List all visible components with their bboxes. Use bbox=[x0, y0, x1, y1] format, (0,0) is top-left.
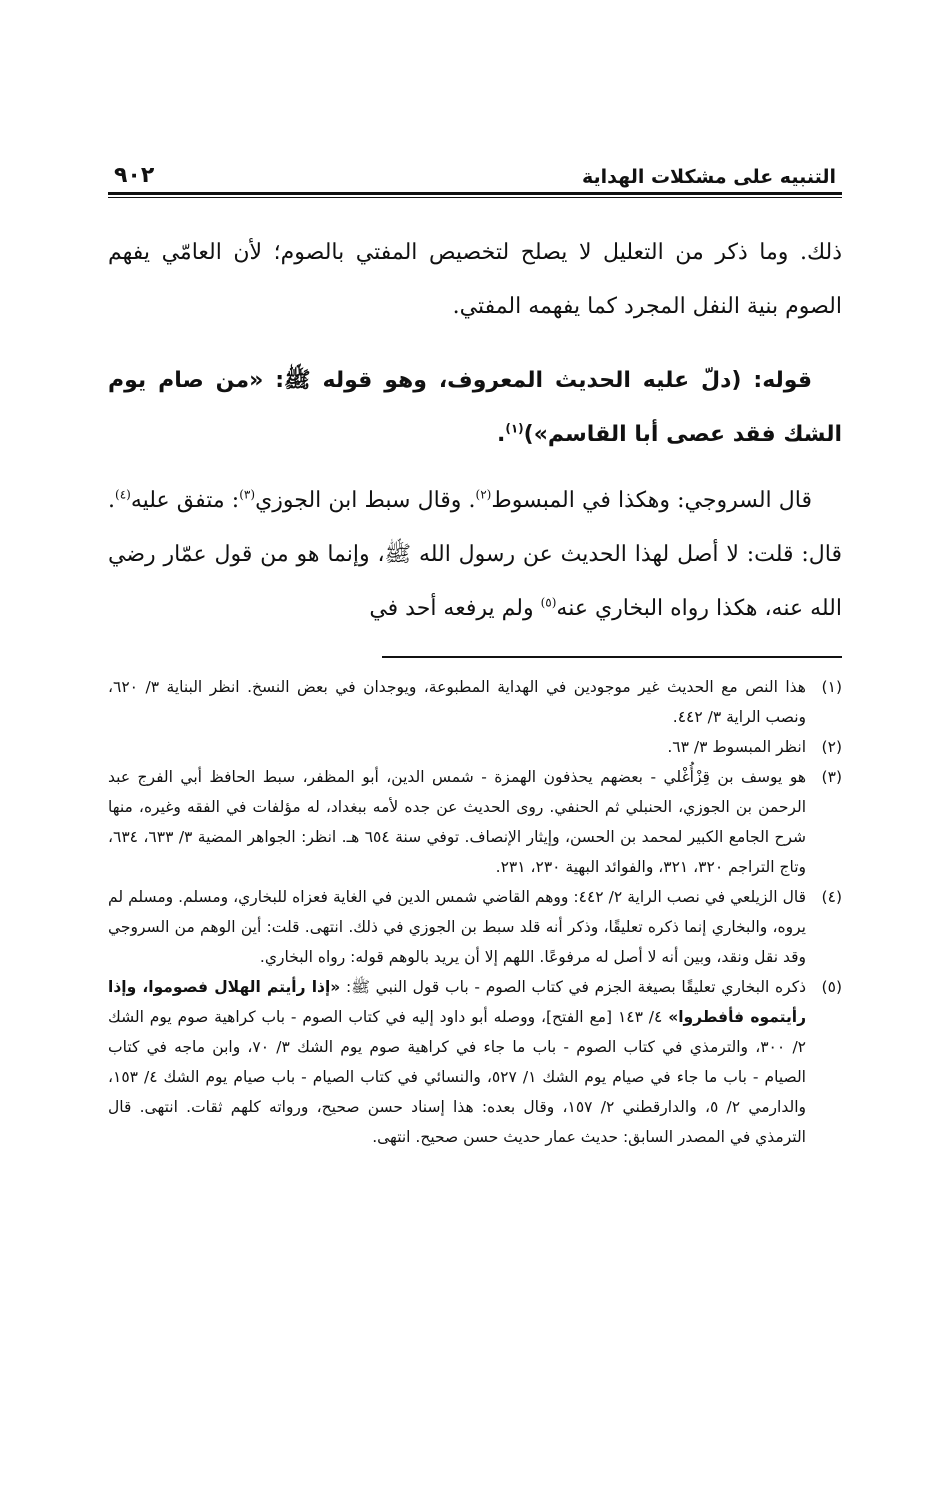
footnote-5-part-a: ذكره البخاري تعليقًا بصيغة الجزم في كتاب الصوم - باب قول النبي ﷺ: bbox=[340, 978, 806, 996]
footnote-ref-1[interactable]: (١) bbox=[505, 421, 524, 436]
quote-end: . bbox=[497, 422, 506, 447]
footnote-number: (٤) bbox=[821, 888, 842, 906]
footnote-3 bbox=[108, 762, 842, 882]
footnote-number: (٥) bbox=[821, 978, 842, 996]
p3-part-c: : متفق عليه bbox=[130, 488, 240, 513]
footnote-4 bbox=[108, 882, 842, 972]
p3-part-d: . قال: قلت: لا أصل لهذا الحديث عن رسول الله ﷺ، وإنما هو من قول عمّار رضي الله عنه، هكذا رواه البخاري عنه bbox=[108, 488, 842, 621]
p3-part-b: . وقال سبط ابن الجوزي bbox=[255, 488, 476, 513]
header-rule-thick bbox=[108, 192, 842, 195]
p3-part-e: ولم يرفعه أحد في bbox=[369, 596, 541, 621]
quote-text: قوله: (دلّ عليه الحديث المعروف، وهو قوله ﷺ: «من صام يوم الشك فقد عصى أبا القاسم») bbox=[108, 368, 842, 447]
footnote-text: انظر المبسوط ٣/ ٦٣. bbox=[667, 738, 806, 756]
paragraph-1: ذلك. وما ذكر من التعليل لا يصلح لتخصيص المفتي بالصوم؛ لأن العامّي يفهم الصوم بنية النفل المجرد كما يفهمه المفتي. bbox=[108, 240, 842, 319]
footnote-text bbox=[108, 972, 806, 1152]
paragraph-3 bbox=[108, 474, 842, 636]
running-title: التنبيه على مشكلات الهداية bbox=[582, 166, 836, 188]
footnote-5-hadith-bold: «إذا رأيتم الهلال فصوموا، وإذا رأيتموه فأفطروا» bbox=[108, 978, 807, 1026]
footnote-number: (٢) bbox=[821, 738, 842, 756]
page-number: ٩٠٢ bbox=[114, 163, 155, 188]
footnotes bbox=[108, 672, 842, 1152]
footnote-ref-2[interactable]: (٢) bbox=[475, 487, 492, 502]
main-text bbox=[108, 226, 842, 636]
footnote-5-part-b: ٤/ ١٤٣ [مع الفتح]، ووصله أبو داود إليه في كتاب الصوم - باب كراهية صوم يوم الشك ٢/ ٣٠٠، والترمذي في كتاب الصوم - باب ما جاء في كراهية صوم يوم الشك ٣/ ٧٠، وابن ماجه في كتاب الصيام - باب ما جاء في صيام يوم الشك ١/ ٥٢٧، والنسائي في كتاب الصيام - باب صيام يوم الشك ٤/ ١٥٣، والدارمي ٢/ ٥، والدارقطني ٢/ ١٥٧، وقال بعده: هذا إسناد حسن صحيح، ورواته كلهم ثقات. انتهى. قال الترمذي في المصدر السابق: حديث عمار حديث حسن صحيح. انتهى. bbox=[108, 1008, 806, 1146]
footnote-ref-3[interactable]: (٣) bbox=[239, 487, 256, 502]
page-header bbox=[108, 150, 842, 188]
p3-part-a: قال السروجي: وهكذا في المبسوط bbox=[491, 488, 812, 513]
header-rule-thin bbox=[108, 197, 842, 198]
footnote-5 bbox=[108, 972, 842, 1152]
quoted-hadith-paragraph bbox=[108, 354, 842, 462]
footnote-ref-4[interactable]: (٤) bbox=[115, 487, 131, 502]
footnote-1 bbox=[108, 672, 842, 732]
footnote-text: هذا النص مع الحديث غير موجودين في الهداية المطبوعة، ويوجدان في بعض النسخ. انظر البناية ٣/ ٦٢٠، ونصب الراية ٣/ ٤٤٢. bbox=[108, 678, 806, 726]
footnote-text: قال الزيلعي في نصب الراية ٢/ ٤٤٢: ووهم القاضي شمس الدين في الغاية فعزاه للبخاري، ومسلم. ومسلم لم يروه، والبخاري إنما ذكره تعليقًا، وذكر أنه قلد سبط بن الجوزي في ذلك. انتهى. قلت: أين الوهم من السروجي وقد نقل ونقد، وبين أنه لا أصل له مرفوعًا. اللهم إلا أن يريد بالوهم قوله: رواه البخاري. bbox=[108, 888, 806, 966]
footnote-2 bbox=[108, 732, 842, 762]
footnote-number: (٣) bbox=[821, 768, 842, 786]
footnote-number: (١) bbox=[821, 678, 842, 696]
footnote-text: هو يوسف بن قِزْأُغْلي - بعضهم يحذفون الهمزة - شمس الدين، أبو المظفر، سبط الحافظ أبي الفرج عبد الرحمن بن الجوزي، الحنبلي ثم الحنفي. روى الحديث عن جده لأمه ببغداد، له مؤلفات في الفقه وغيره، منها شرح الجامع الكبير لمحمد بن الحسن، وإيثار الإنصاف. توفي سنة ٦٥٤ هـ. انظر: الجواهر المضية ٣/ ٦٣٣، ٦٣٤، وتاج التراجم ٣٢٠، ٣٢١، والفوائد البهية ٢٣٠، ٢٣١. bbox=[108, 768, 806, 876]
footnote-separator bbox=[382, 656, 842, 658]
footnote-ref-5[interactable]: (٥) bbox=[540, 595, 557, 610]
